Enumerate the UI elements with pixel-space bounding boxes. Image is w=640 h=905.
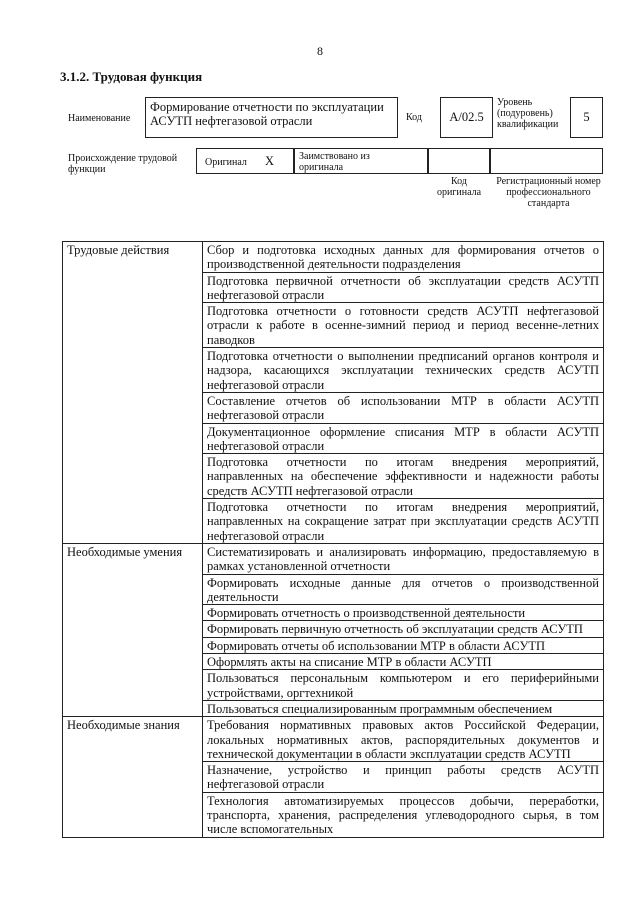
original-mark: X <box>265 154 275 168</box>
code-box <box>440 97 493 138</box>
table-row <box>63 717 604 762</box>
table-cell: Формировать исходные данные для отчетов о производственной деятельности <box>203 574 604 605</box>
table-cell: Пользоваться персональным компьютером и его периферийными устройствами, оргтехникой <box>203 670 604 701</box>
function-name-value: Формирование отчетности по эксплуатации АСУТП нефтегазовой отрасли <box>150 100 384 128</box>
table-cell: Требования нормативных правовых актов Российской Федерации, локальных нормативных актов, распорядительных документов и технической документации в области эксплуатации средств АСУТП <box>203 717 604 762</box>
table-cell: Подготовка отчетности о выполнении предписаний органов контроля и надзора, касающихся эксплуатации технических средств АСУТП нефтегазовой отрасли <box>203 348 604 393</box>
code-value: А/02.5 <box>449 110 484 124</box>
labor-function-table <box>62 241 604 838</box>
level-value: 5 <box>583 110 590 124</box>
code-original-box <box>428 148 490 174</box>
section-title: 3.1.2. Трудовая функция <box>60 69 203 84</box>
table-cell: Технология автоматизируемых процессов добычи, переработки, транспорта, хранения, распределения углеводородного сырья, в том числе вспомогательных <box>203 792 604 837</box>
table-cell: Составление отчетов об использовании МТР в области АСУТП нефтегазовой отрасли <box>203 392 604 423</box>
table-cell: Оформлять акты на списание МТР в области АСУТП <box>203 654 604 670</box>
table-cell: Документационное оформление списания МТР в области АСУТП нефтегазовой отрасли <box>203 423 604 454</box>
table-cell: Формировать отчеты об использовании МТР в области АСУТП <box>203 637 604 653</box>
category-required-skills: Необходимые умения <box>63 543 203 716</box>
original-label: Оригинал <box>205 157 247 168</box>
table-cell: Назначение, устройство и принцип работы средств АСУТП нефтегазовой отрасли <box>203 762 604 793</box>
borrowed-label: Заимствовано из оригинала <box>299 151 370 173</box>
category-labor-actions: Трудовые действия <box>63 242 203 544</box>
table-cell: Систематизировать и анализировать информацию, предоставляемую в рамках установленной отчетности <box>203 543 604 574</box>
table-cell: Подготовка отчетности о готовности средств АСУТП нефтегазовой отрасли к работе в осенне-зимний период и период весенне-летних паводков <box>203 303 604 348</box>
table-row <box>63 242 604 273</box>
table-cell: Подготовка отчетности по итогам внедрения мероприятий, направленных на обеспечение эффективности и надежности работы средств АСУТП нефтегазовой отрасли <box>203 454 604 499</box>
reg-number-box <box>490 148 603 174</box>
table-row <box>63 543 604 574</box>
code-label: Код <box>406 112 422 123</box>
origin-label: Происхождение трудовой функции <box>68 153 178 175</box>
level-label: Уровень (подуровень) квалификации <box>497 97 559 130</box>
reg-number-caption: Регистрационный номер профессионального стандарта <box>496 176 601 209</box>
borrowed-box <box>294 148 428 174</box>
original-box <box>196 148 294 174</box>
category-required-knowledge: Необходимые знания <box>63 717 203 837</box>
function-name-box <box>145 97 398 138</box>
level-box <box>570 97 603 138</box>
name-label: Наименование <box>68 113 131 124</box>
code-original-caption: Код оригинала <box>436 176 482 198</box>
table-cell: Сбор и подготовка исходных данных для формирования отчетов о производственной деятельности подразделения <box>203 242 604 273</box>
table-cell: Формировать первичную отчетность об эксплуатации средств АСУТП <box>203 621 604 637</box>
table-cell: Подготовка отчетности по итогам внедрения мероприятий, направленных на сокращение затрат при эксплуатации средств АСУТП нефтегазовой отрасли <box>203 499 604 544</box>
page-number: 8 <box>317 44 323 58</box>
table-cell: Формировать отчетность о производственной деятельности <box>203 605 604 621</box>
table-cell: Подготовка первичной отчетности об эксплуатации средств АСУТП нефтегазовой отрасли <box>203 272 604 303</box>
table-cell: Пользоваться специализированным программным обеспечением <box>203 700 604 716</box>
